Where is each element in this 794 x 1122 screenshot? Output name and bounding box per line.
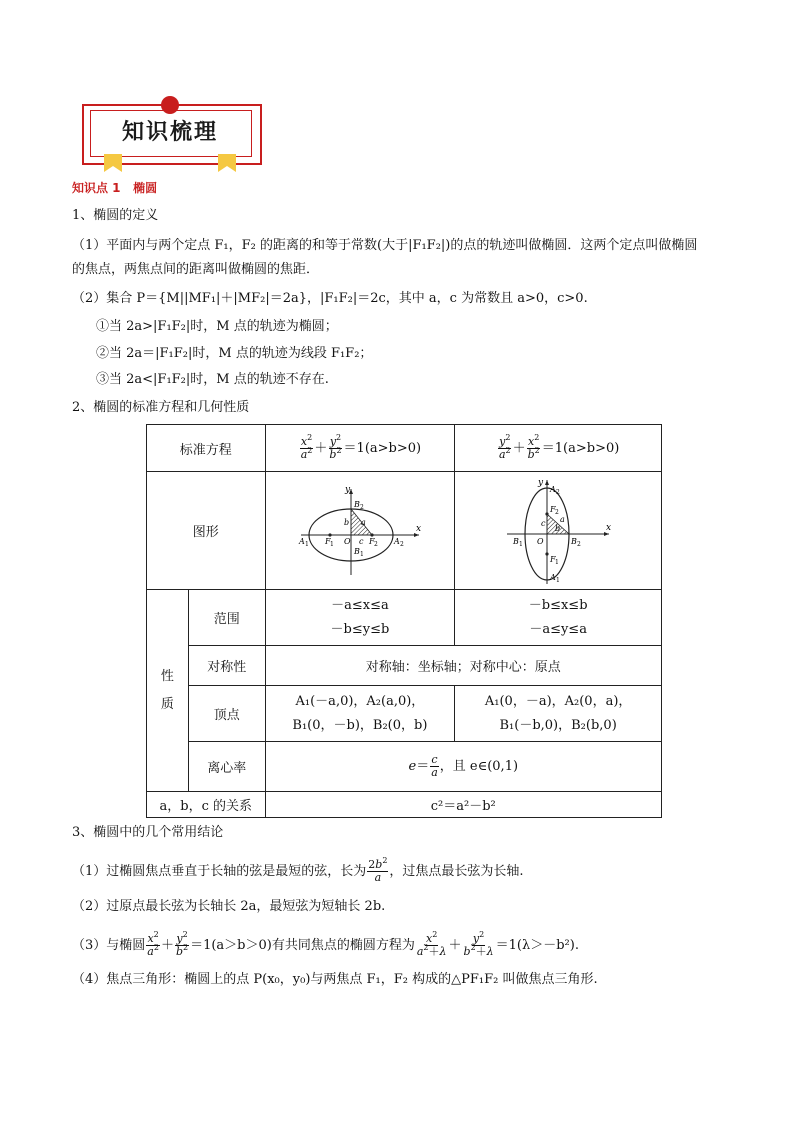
definition-p2: （2）集合 P＝{M||MF₁|＋|MF₂|＝2a}，|F₁F₂|＝2c，其中 a，c 为常数且 a>0，c>0. (72, 291, 588, 306)
svg-text:B: B (353, 546, 360, 556)
section3-title: 3、椭圆中的几个常用结论 (72, 825, 224, 840)
equation-horizontal-condition: ＝1(a>b>0) (343, 440, 422, 456)
conclusion-3: （3）与椭圆 $\frac{x^2}{a^2}$ ＋ $\frac{y^2}{b^2}$ ＝1(a＞b＞0)有共同焦点的椭圆方程为 $\frac{x^2}{a^2+\lambda}$ ＋ $\frac{y^2}{b^2+\lambda}$ ＝1(λ＞－b²). (72, 930, 579, 958)
svg-text:a: a (360, 517, 366, 527)
definition-case3: ③当 2a<|F₁F₂|时，M 点的轨迹不存在. (96, 372, 329, 387)
row-relation-label: a，b，c 的关系 (147, 792, 266, 818)
row-equation-label: 标准方程 (147, 425, 266, 472)
banner-ribbon-icons (100, 152, 240, 176)
svg-text:2: 2 (556, 488, 560, 496)
conclusion-1: （1）过椭圆焦点垂直于长轴的弦是最短的弦，长为 $\frac{2b^2}{a}$ ，过焦点最长弦为长轴. (72, 856, 524, 884)
row-range-label: 范围 (188, 590, 265, 646)
heading-topic: 椭圆 (133, 181, 158, 195)
equation-horizontal: $\frac{x^2}{a^2}$ ＋ $\frac{y^2}{b^2}$ ＝1(a>b>0) (265, 425, 455, 472)
range-vertical-x: －b≤x≤b (528, 597, 588, 613)
svg-text:F: F (550, 504, 556, 514)
svg-text:F: F (368, 536, 375, 546)
equation-vertical-condition: ＝1(a>b>0) (541, 440, 620, 456)
symmetry-value: 对称轴：坐标轴；对称中心：原点 (265, 646, 661, 686)
svg-text:y: y (344, 484, 350, 495)
definition-case2: ②当 2a＝|F₁F₂|时，M 点的轨迹为线段 F₁F₂； (96, 346, 373, 361)
svg-text:A: A (550, 484, 556, 494)
vertex-vertical (455, 686, 662, 742)
conclusion-1-tail: ，过焦点最长弦为长轴. (389, 864, 524, 879)
vertical-ellipse-diagram (503, 476, 613, 586)
row-symmetry-label: 对称性 (188, 646, 265, 686)
conclusion-3-tail: ＝1(λ＞－b²). (495, 938, 579, 953)
svg-text:x: x (415, 523, 421, 534)
svg-text:1: 1 (555, 558, 559, 566)
svg-text:2: 2 (373, 540, 378, 548)
row-eccentricity-label: 离心率 (188, 742, 265, 792)
svg-text:A: A (550, 572, 556, 582)
horizontal-ellipse-diagram (295, 483, 425, 579)
relation-value: c²＝a²－b² (265, 792, 661, 818)
range-horizontal-x: －a≤x≤a (331, 597, 389, 613)
range-vertical (455, 590, 662, 646)
svg-text:2: 2 (359, 503, 364, 511)
conclusion-2: （2）过原点最长弦为长轴长 2a，最短弦为短轴长 2b. (72, 899, 386, 914)
heading-label: 知识点 1 (72, 181, 121, 195)
row-figure-label: 图形 (147, 472, 266, 590)
svg-text:B: B (513, 536, 520, 546)
vertex-horizontal (265, 686, 455, 742)
svg-text:1: 1 (519, 540, 523, 548)
conclusion-4: （4）焦点三角形：椭圆上的点 P(x₀，y₀)与两焦点 F₁，F₂ 构成的△PF₁F₂ 叫做焦点三角形. (72, 972, 598, 987)
vertex-vertical-b: B₁(－b,0)，B₂(b,0) (499, 717, 617, 733)
svg-text:x: x (606, 522, 612, 533)
row-vertex-label: 顶点 (188, 686, 265, 742)
section2-title: 2、椭圆的标准方程和几何性质 (72, 400, 250, 415)
conclusion-3-mid: ＝1(a＞b＞0)有共同焦点的椭圆方程为 (190, 938, 415, 953)
definition-p1-line2: 的焦点，两焦点间的距离叫做椭圆的焦距． (72, 262, 320, 277)
svg-text:1: 1 (304, 540, 309, 548)
svg-text:F: F (324, 536, 331, 546)
range-vertical-y: －a≤y≤a (529, 621, 587, 637)
banner-pin-icon (161, 96, 179, 114)
svg-text:A: A (298, 536, 305, 546)
svg-text:B: B (353, 499, 360, 509)
range-horizontal-y: －b≤y≤b (330, 621, 390, 637)
ellipse-properties-table (146, 424, 662, 818)
banner-title: 知识梳理 (121, 120, 218, 145)
conclusion-1-head: （1）过椭圆焦点垂直于长轴的弦是最短的弦，长为 (72, 864, 367, 879)
svg-text:F: F (550, 554, 556, 564)
svg-text:O: O (537, 536, 544, 546)
figure-horizontal-ellipse (265, 472, 455, 590)
svg-text:2: 2 (555, 508, 559, 516)
svg-text:c: c (541, 518, 546, 528)
figure-vertical-ellipse (455, 472, 662, 590)
svg-text:c: c (358, 536, 364, 546)
vertex-vertical-a: A₁(0，－a)，A₂(0，a)， (484, 693, 632, 709)
knowledge-point-heading (72, 178, 157, 198)
conclusion-3-head: （3）与椭圆 (72, 938, 146, 953)
svg-text:1: 1 (329, 540, 334, 548)
definition-case1: ①当 2a>|F₁F₂|时，M 点的轨迹为椭圆； (96, 319, 338, 334)
svg-text:B: B (571, 536, 578, 546)
eccentricity-value: e＝ $\frac{c}{a}$ ，且 e∈(0,1) (265, 742, 661, 792)
properties-label-char1: 性 (160, 668, 174, 684)
eccentricity-tail: ，且 e∈(0,1) (439, 759, 519, 774)
equation-vertical: $\frac{y^2}{a^2}$ ＋ $\frac{x^2}{b^2}$ ＝1(a>b>0) (455, 425, 662, 472)
vertex-horizontal-b: B₁(0，－b)，B₂(0，b) (292, 717, 428, 733)
svg-text:b: b (343, 517, 350, 527)
svg-text:A: A (393, 536, 400, 546)
svg-text:b: b (555, 523, 561, 533)
properties-label-char2: 质 (160, 696, 174, 712)
svg-text:y: y (538, 477, 544, 488)
svg-text:1: 1 (359, 550, 364, 558)
vertex-horizontal-a: A₁(－a,0)，A₂(a,0)， (295, 693, 425, 709)
range-horizontal (265, 590, 455, 646)
svg-text:a: a (560, 514, 565, 524)
svg-text:2: 2 (577, 540, 581, 548)
svg-text:O: O (343, 536, 351, 546)
definition-p1-line1: （1）平面内与两个定点 F₁，F₂ 的距离的和等于常数(大于|F₁F₂|)的点的轨迹叫做椭圆．这两个定点叫做椭圆 (72, 238, 698, 253)
svg-text:2: 2 (399, 540, 404, 548)
section1-title: 1、椭圆的定义 (72, 208, 159, 223)
svg-text:1: 1 (556, 576, 560, 584)
row-properties-label (147, 590, 189, 792)
